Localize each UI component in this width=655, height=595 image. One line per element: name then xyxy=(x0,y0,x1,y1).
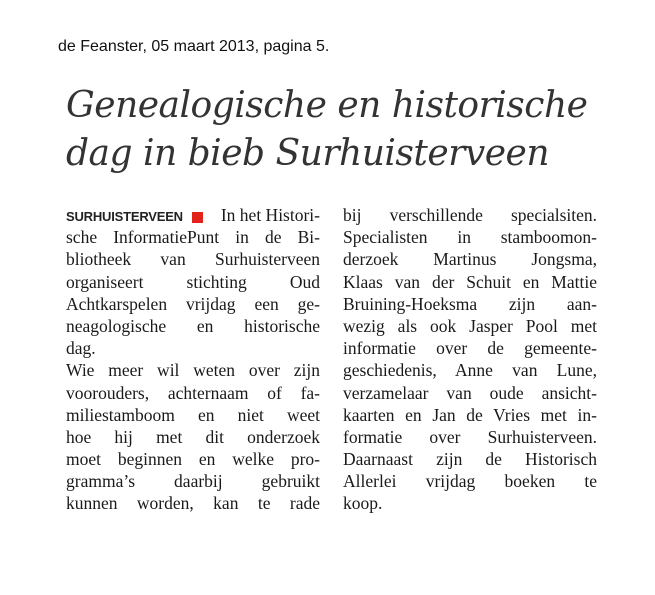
article-headline xyxy=(66,82,626,178)
text-line: wezig als ook Jasper Pool met xyxy=(343,315,597,336)
source-citation: de Feanster, 05 maart 2013, pagina 5. xyxy=(58,38,330,55)
red-square-marker-icon xyxy=(192,212,203,223)
lead-line xyxy=(66,204,320,226)
text-line: derzoek Martinus Jongsma, xyxy=(343,249,597,270)
text-line: neagologische en historische xyxy=(66,315,320,336)
text-line: informatie over de gemeente- xyxy=(343,338,597,359)
text-line: Daarnaast zijn de Historisch xyxy=(343,449,597,470)
dateline: SURHUISTERVEEN xyxy=(66,209,183,224)
text-line: moet beginnen en welke pro- xyxy=(66,449,320,470)
text-line: formatie over Surhuisterveen. xyxy=(343,426,597,447)
text-line: verzamelaar van oude ansicht- xyxy=(343,382,597,403)
text-line: Specialisten in stamboomon- xyxy=(343,227,597,248)
text-line: sche InformatiePunt in de Bi- xyxy=(66,227,320,248)
text-line: Achtkarspelen vrijdag een ge- xyxy=(66,293,320,314)
text-line: Bruining-Hoeksma zijn aan- xyxy=(343,293,597,314)
article-column-right xyxy=(343,204,597,515)
text-line: geschiedenis, Anne van Lune, xyxy=(343,360,597,381)
text-line: hoe hij met dit onderzoek xyxy=(66,426,320,447)
text-line: organiseert stichting Oud xyxy=(66,271,320,292)
text-line: Klaas van der Schuit en Mattie xyxy=(343,271,597,292)
text-line: kunnen worden, kan te rade xyxy=(66,493,320,514)
text-line: koop. xyxy=(343,493,383,514)
headline-line-1: Genealogische en historische xyxy=(66,85,588,126)
article-column-left xyxy=(66,204,320,515)
lead-first-words: In het Histori- xyxy=(220,205,320,225)
headline-line-2: dag in bieb Surhuisterveen xyxy=(66,133,550,174)
text-line: voorouders, achternaam of fa- xyxy=(66,382,320,403)
text-line: dag. xyxy=(66,338,96,359)
text-line: gramma’s daarbij gebruikt xyxy=(66,471,320,492)
text-line: bliotheek van Surhuisterveen xyxy=(66,249,320,270)
text-line: bij verschillende specialsiten. xyxy=(343,205,597,225)
text-line: miliestamboom en niet weet xyxy=(66,404,320,425)
text-line: kaarten en Jan de Vries met in- xyxy=(343,404,597,425)
text-line: Wie meer wil weten over zijn xyxy=(66,360,320,381)
text-line: Allerlei vrijdag boeken te xyxy=(343,471,597,492)
